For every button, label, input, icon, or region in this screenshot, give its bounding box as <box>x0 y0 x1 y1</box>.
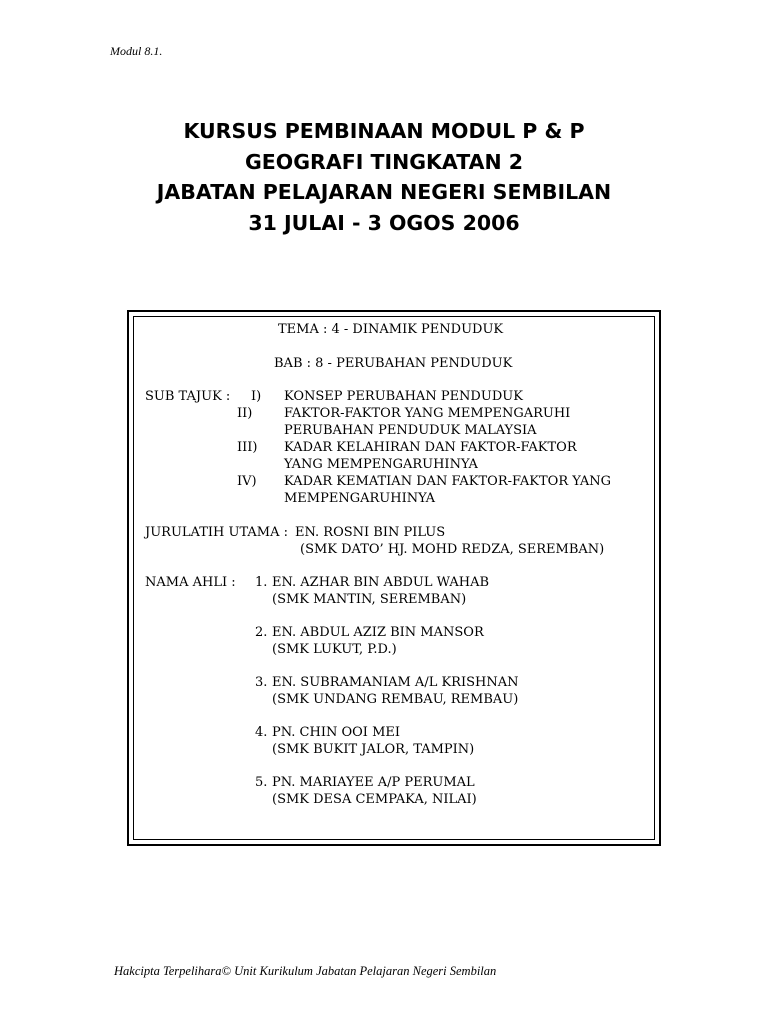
sub-tajuk-item: KADAR KEMATIAN DAN FAKTOR-FAKTOR YANG <box>284 474 611 489</box>
member-name: EN. AZHAR BIN ABDUL WAHAB <box>272 575 490 590</box>
sub-tajuk-label: SUB TAJUK : <box>145 389 231 404</box>
sub-tajuk-number: III) <box>237 440 258 455</box>
bab-line: BAB : 8 - PERUBAHAN PENDUDUK <box>274 356 513 371</box>
title-line: 31 JULAI - 3 OGOS 2006 <box>248 210 520 235</box>
nama-ahli-label: NAMA AHLI : <box>145 575 236 590</box>
copyright-footer: Hakcipta Terpelihara© Unit Kurikulum Jabatan Pelajaran Negeri Sembilan <box>114 964 497 978</box>
member-number: 1. <box>255 575 268 590</box>
tema-line: TEMA : 4 - DINAMIK PENDUDUK <box>278 322 504 337</box>
jurulatih-name: EN. ROSNI BIN PILUS <box>295 525 446 540</box>
member-school: (SMK BUKIT JALOR, TAMPIN) <box>272 742 475 757</box>
title-line: GEOGRAFI TINGKATAN 2 <box>244 149 524 174</box>
sub-tajuk-item: YANG MEMPENGARUHINYA <box>284 457 478 472</box>
module-number: Modul 8.1. <box>110 44 163 58</box>
member-school: (SMK LUKUT, P.D.) <box>272 642 397 657</box>
member-school: (SMK DESA CEMPAKA, NILAI) <box>272 792 477 807</box>
document-title <box>0 116 768 238</box>
sub-tajuk-number: II) <box>237 406 253 421</box>
member-name: EN. ABDUL AZIZ BIN MANSOR <box>272 625 484 640</box>
member-number: 4. <box>255 725 268 740</box>
member-name: EN. SUBRAMANIAM A/L KRISHNAN <box>272 675 519 690</box>
member-school: (SMK UNDANG REMBAU, REMBAU) <box>272 692 519 707</box>
sub-tajuk-item: KADAR KELAHIRAN DAN FAKTOR-FAKTOR <box>284 440 577 455</box>
sub-tajuk-number: IV) <box>237 474 257 489</box>
sub-tajuk-number: I) <box>251 389 262 404</box>
title-line: JABATAN PELAJARAN NEGERI SEMBILAN <box>156 180 612 204</box>
jurulatih-school: (SMK DATO’ HJ. MOHD REDZA, SEREMBAN) <box>300 542 605 557</box>
member-number: 2. <box>255 625 268 640</box>
jurulatih-label: JURULATIH UTAMA : <box>145 525 289 540</box>
title-line: KURSUS PEMBINAAN MODUL P & P <box>183 119 585 143</box>
member-number: 5. <box>255 775 268 790</box>
member-name: PN. MARIAYEE A/P PERUMAL <box>272 775 475 790</box>
sub-tajuk-item: MEMPENGARUHINYA <box>284 491 436 506</box>
sub-tajuk-item: KONSEP PERUBAHAN PENDUDUK <box>284 389 523 404</box>
member-name: PN. CHIN OOI MEI <box>272 725 401 740</box>
member-school: (SMK MANTIN, SEREMBAN) <box>272 592 467 607</box>
member-number: 3. <box>255 675 268 690</box>
sub-tajuk-item: PERUBAHAN PENDUDUK MALAYSIA <box>284 423 537 438</box>
sub-tajuk-item: FAKTOR-FAKTOR YANG MEMPENGARUHI <box>284 406 571 421</box>
